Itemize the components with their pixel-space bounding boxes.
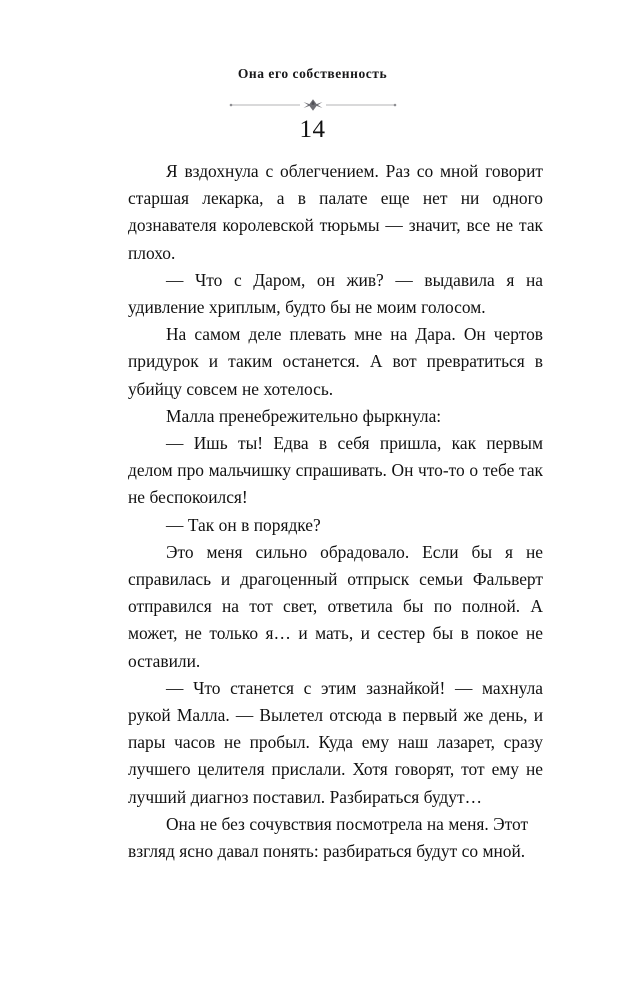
paragraph: — Ишь ты! Едва в себя пришла, как первым делом про мальчишку спрашивать. Он что-то о тебе так не беспокоился! bbox=[128, 433, 543, 508]
body-text-column bbox=[128, 158, 543, 865]
paragraph: — Так он в порядке? bbox=[166, 514, 321, 535]
chapter-number: 14 bbox=[299, 116, 326, 143]
star-divider-ornament bbox=[0, 95, 625, 115]
paragraph: — Что станется с этим зазнайкой! — махнула рукой Малла. — Вылетел отсюда в первый же день, и пары часов не пробыл. Куда ему наш лазарет, сразу лучшего целителя прислали. Хотя говорят, тот ему не лучший диагноз поставил. Разбираться будут… bbox=[128, 677, 543, 807]
paragraph: Малла пренебрежительно фыркнула: bbox=[166, 405, 442, 426]
paragraph: Она не без сочувствия посмотрела на меня. Этот взгляд ясно давал понять: разбираться будут со мной. bbox=[128, 813, 529, 862]
running-head: Она его собственность bbox=[237, 66, 388, 81]
paragraph: — Что с Даром, он жив? — выдавила я на удивление хриплым, будто бы не моим голосом. bbox=[128, 269, 543, 318]
paragraph: Я вздохнула с облегчением. Раз со мной говорит старшая лекарка, а в палате еще нет ни одного дознавателя королевской тюрьмы — значит, все не так плохо. bbox=[128, 161, 543, 263]
paragraph: На самом деле плевать мне на Дара. Он чертов придурок и таким останется. А вот превратиться в убийцу совсем не хотелось. bbox=[128, 324, 543, 399]
paragraph: Это меня сильно обрадовало. Если бы я не справилась и драгоценный отпрыск семьи Фальверт отправился на тот свет, ответила бы по полной. А может, не только я… и мать, и сестер бы в покое не оставили. bbox=[128, 541, 543, 671]
